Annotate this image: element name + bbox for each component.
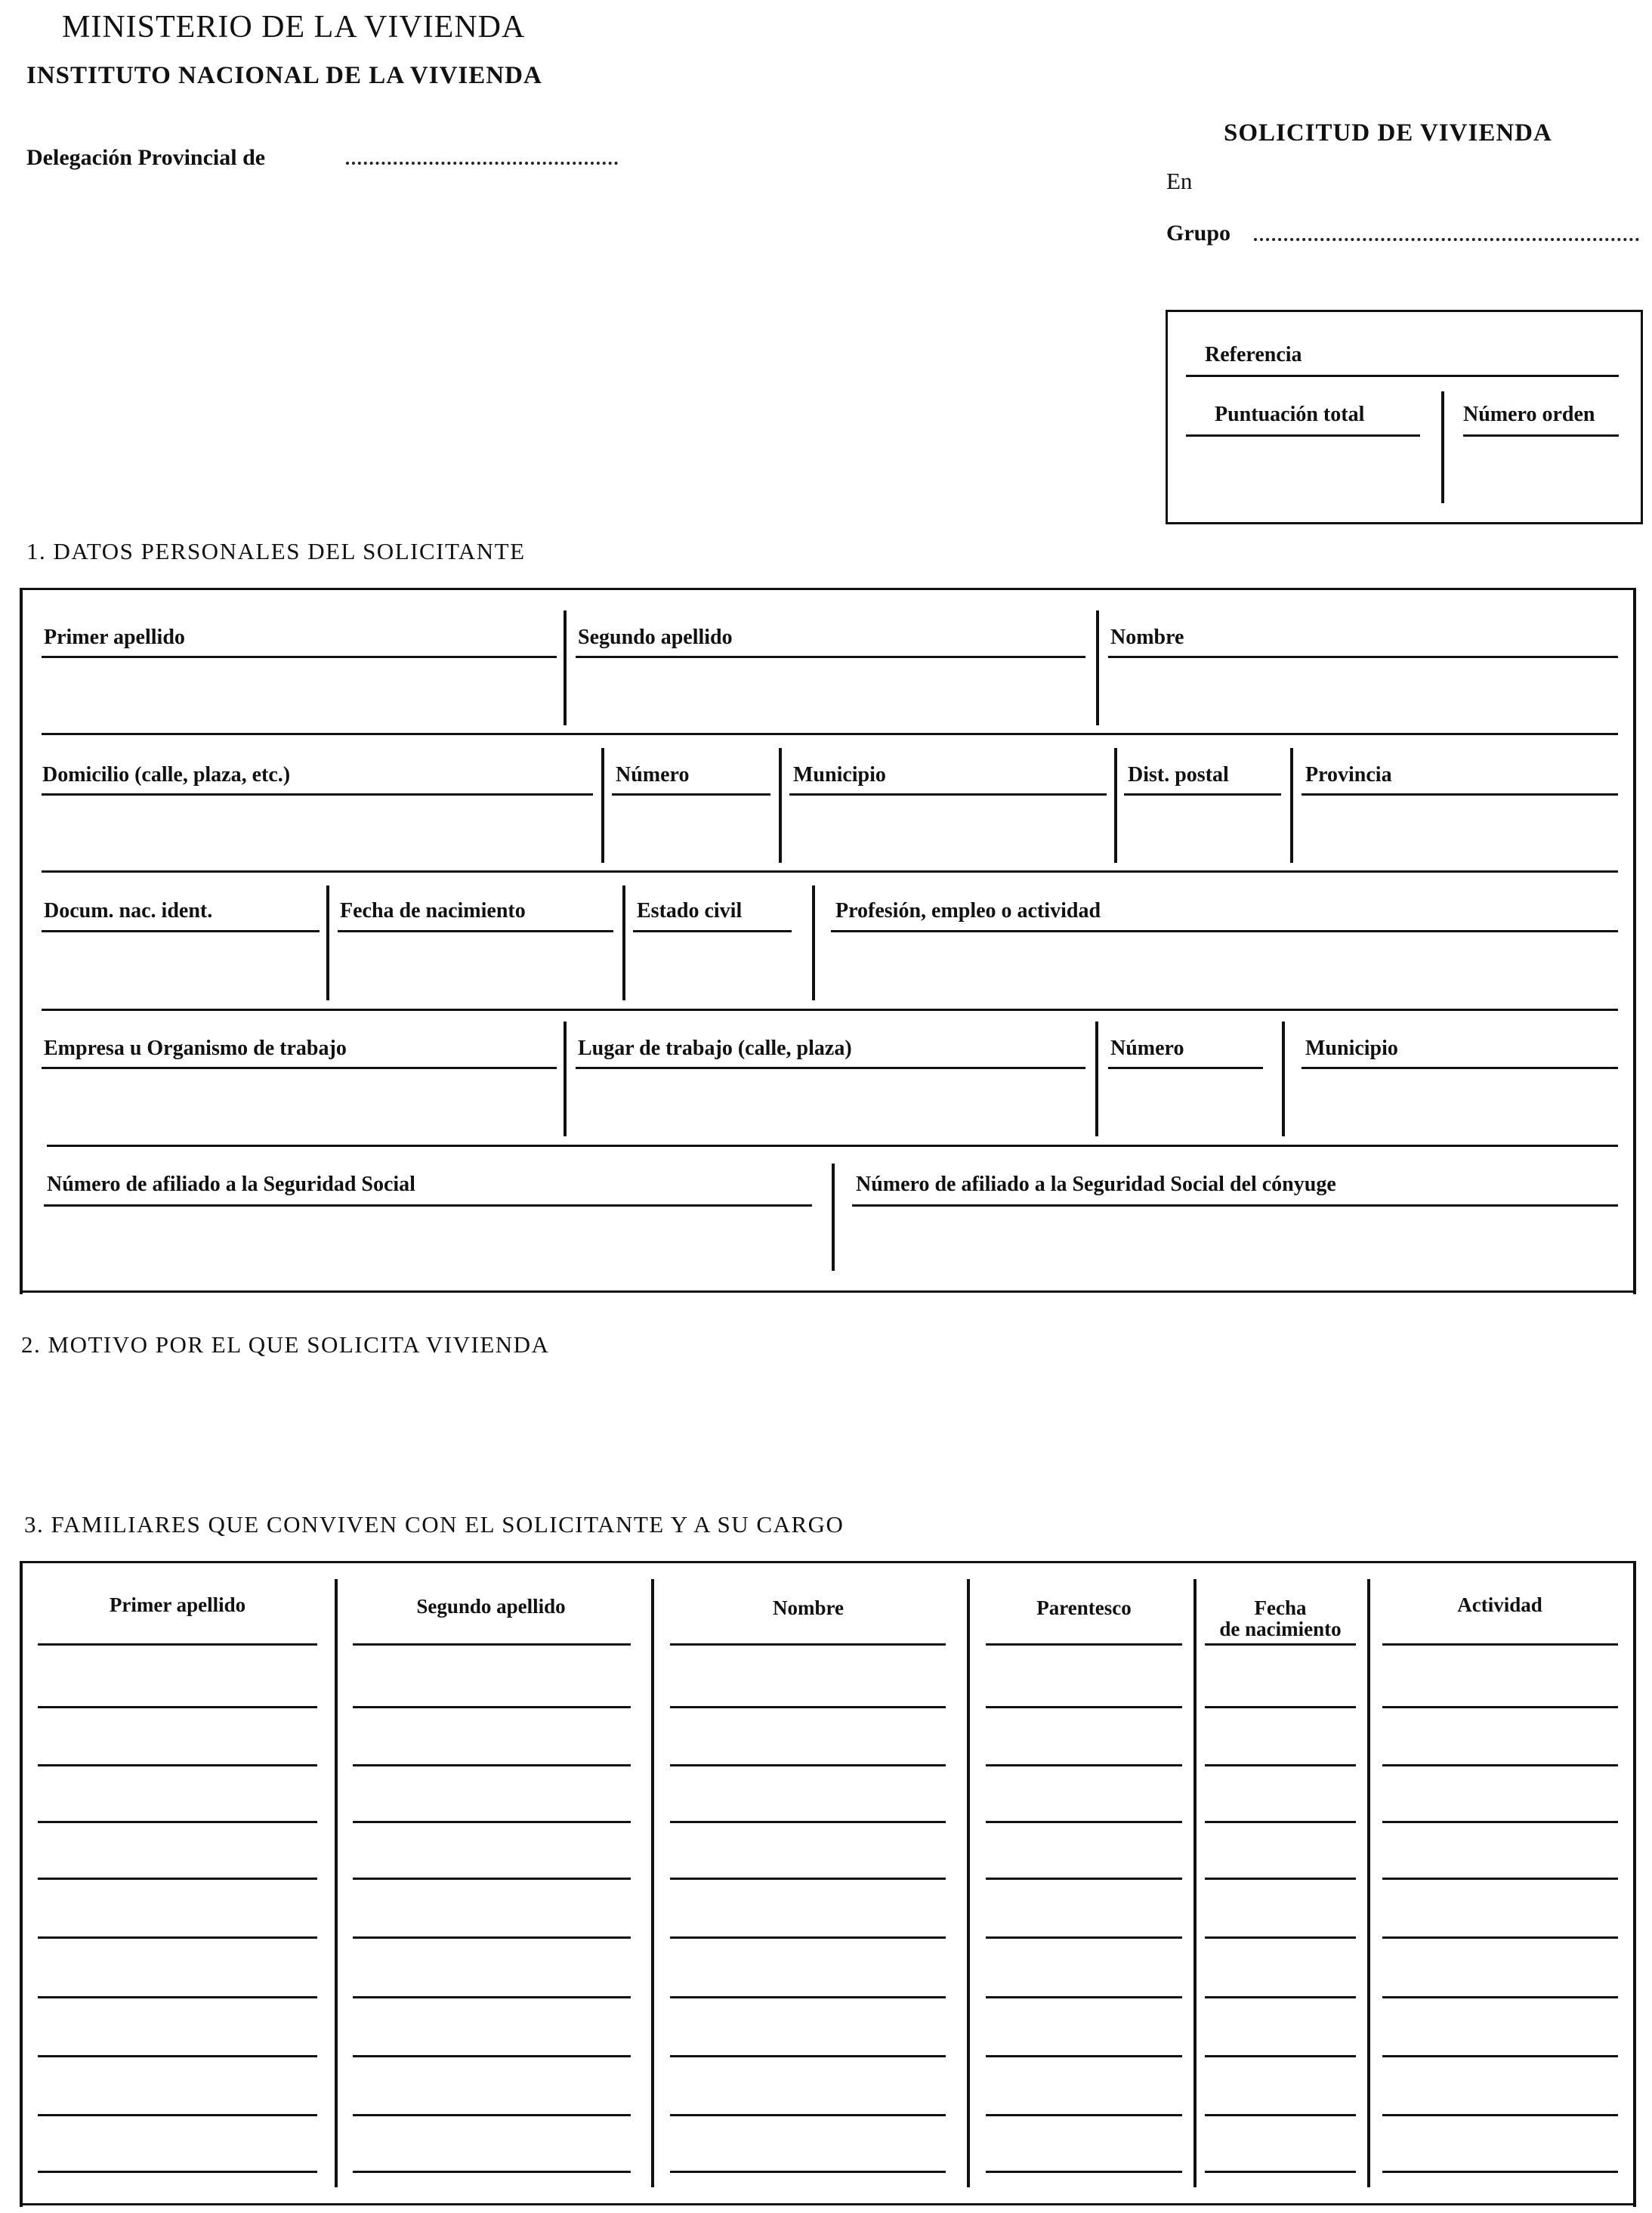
numero-trabajo-label: Número xyxy=(1110,1037,1184,1060)
municipio-trabajo-label: Municipio xyxy=(1305,1037,1398,1060)
referencia-label: Referencia xyxy=(1205,343,1302,366)
familiar-row-7-line-6[interactable] xyxy=(1382,1996,1618,1998)
familiar-row-6-line-5[interactable] xyxy=(1205,1936,1356,1939)
grupo-label: Grupo xyxy=(1166,221,1231,246)
familiar-row-3-line-6[interactable] xyxy=(1382,1764,1618,1766)
seguridad-social-conyuge-label: Número de afiliado a la Seguridad Social del cónyuge xyxy=(856,1173,1336,1196)
seguridad-social-label: Número de afiliado a la Seguridad Social xyxy=(47,1173,415,1196)
section2-title: 2. MOTIVO POR EL QUE SOLICITA VIVIENDA xyxy=(21,1331,550,1358)
familiar-row-8-line-3[interactable] xyxy=(670,2055,946,2057)
familiar-row-9-line-2[interactable] xyxy=(353,2114,631,2116)
fecha-nacimiento-label: Fecha de nacimiento xyxy=(340,899,526,923)
delegation-field[interactable] xyxy=(346,162,618,165)
col-actividad: Actividad xyxy=(1457,1593,1542,1616)
familiar-row-3-line-4[interactable] xyxy=(986,1764,1182,1766)
primer-apellido-input[interactable] xyxy=(45,672,554,712)
familiar-row-2-line-2[interactable] xyxy=(353,1706,631,1708)
familiar-row-8-line-1[interactable] xyxy=(38,2055,317,2057)
familiar-row-9-line-3[interactable] xyxy=(670,2114,946,2116)
familiar-row-10-line-3[interactable] xyxy=(670,2171,946,2173)
dist-postal-label: Dist. postal xyxy=(1128,763,1229,787)
familiar-row-8-line-5[interactable] xyxy=(1205,2055,1356,2057)
familiar-row-9-line-4[interactable] xyxy=(986,2114,1182,2116)
col-fecha-line2: de nacimiento xyxy=(1219,1618,1342,1640)
profesion-label: Profesión, empleo o actividad xyxy=(835,899,1101,923)
familiar-row-3-line-3[interactable] xyxy=(670,1764,946,1766)
familiar-row-4-line-4[interactable] xyxy=(986,1821,1182,1823)
familiar-row-9-line-5[interactable] xyxy=(1205,2114,1356,2116)
institute-title: INSTITUTO NACIONAL DE LA VIVIENDA xyxy=(26,62,542,89)
familiar-row-2-line-5[interactable] xyxy=(1205,1706,1356,1708)
familiar-row-7-line-1[interactable] xyxy=(38,1996,317,1998)
col-parentesco: Parentesco xyxy=(1036,1596,1132,1619)
familiar-row-7-line-3[interactable] xyxy=(670,1996,946,1998)
familiar-row-10-line-2[interactable] xyxy=(353,2171,631,2173)
nombre-input[interactable] xyxy=(1110,672,1620,712)
lugar-trabajo-label: Lugar de trabajo (calle, plaza) xyxy=(578,1037,852,1060)
familiar-row-5-line-1[interactable] xyxy=(38,1878,317,1880)
familiar-row-9-line-6[interactable] xyxy=(1382,2114,1618,2116)
familiar-row-7-line-2[interactable] xyxy=(353,1996,631,1998)
form-title: SOLICITUD DE VIVIENDA xyxy=(1224,119,1552,147)
col-primer-apellido: Primer apellido xyxy=(109,1593,246,1616)
grupo-field[interactable] xyxy=(1254,238,1639,241)
familiar-row-4-line-5[interactable] xyxy=(1205,1821,1356,1823)
numero-orden-label: Número orden xyxy=(1463,403,1595,426)
numero-label: Número xyxy=(616,763,690,787)
familiar-row-9-line-1[interactable] xyxy=(38,2114,317,2116)
col-segundo-apellido: Segundo apellido xyxy=(416,1595,566,1618)
dni-label: Docum. nac. ident. xyxy=(44,899,213,923)
familiar-row-5-line-6[interactable] xyxy=(1382,1878,1618,1880)
familiar-row-4-line-3[interactable] xyxy=(670,1821,946,1823)
familiar-row-6-line-6[interactable] xyxy=(1382,1936,1618,1939)
familiar-row-1-line-5[interactable] xyxy=(1205,1643,1356,1646)
familiar-row-6-line-1[interactable] xyxy=(38,1936,317,1939)
section3-title: 3. FAMILIARES QUE CONVIVEN CON EL SOLICITANTE Y A SU CARGO xyxy=(24,1511,845,1538)
familiar-row-4-line-2[interactable] xyxy=(353,1821,631,1823)
familiar-row-5-line-4[interactable] xyxy=(986,1878,1182,1880)
familiar-row-8-line-2[interactable] xyxy=(353,2055,631,2057)
primer-apellido-label: Primer apellido xyxy=(44,626,185,649)
familiar-row-1-line-2[interactable] xyxy=(353,1643,631,1646)
section1-title: 1. DATOS PERSONALES DEL SOLICITANTE xyxy=(26,538,526,564)
domicilio-label: Domicilio (calle, plaza, etc.) xyxy=(42,763,291,787)
segundo-apellido-label: Segundo apellido xyxy=(578,626,733,649)
familiar-row-3-line-5[interactable] xyxy=(1205,1764,1356,1766)
provincia-label: Provincia xyxy=(1305,763,1392,787)
familiar-row-6-line-3[interactable] xyxy=(670,1936,946,1939)
familiar-row-5-line-3[interactable] xyxy=(670,1878,946,1880)
col-fecha-line1: Fecha xyxy=(1254,1596,1307,1619)
empresa-label: Empresa u Organismo de trabajo xyxy=(44,1037,347,1060)
familiar-row-1-line-6[interactable] xyxy=(1382,1643,1618,1646)
municipio-label: Municipio xyxy=(793,763,886,787)
familiar-row-2-line-3[interactable] xyxy=(670,1706,946,1708)
familiar-row-1-line-4[interactable] xyxy=(986,1643,1182,1646)
familiar-row-7-line-4[interactable] xyxy=(986,1996,1182,1998)
segundo-apellido-input[interactable] xyxy=(578,672,1087,712)
familiar-row-1-line-1[interactable] xyxy=(38,1643,317,1646)
col-fecha xyxy=(1201,1597,1360,1640)
familiar-row-8-line-4[interactable] xyxy=(986,2055,1182,2057)
col-nombre: Nombre xyxy=(773,1596,844,1619)
familiar-row-10-line-6[interactable] xyxy=(1382,2171,1618,2173)
familiar-row-7-line-5[interactable] xyxy=(1205,1996,1356,1998)
familiar-row-5-line-2[interactable] xyxy=(353,1878,631,1880)
estado-civil-label: Estado civil xyxy=(637,899,743,923)
delegation-label: Delegación Provincial de xyxy=(26,145,266,170)
familiar-row-10-line-1[interactable] xyxy=(38,2171,317,2173)
ministry-title: MINISTERIO DE LA VIVIENDA xyxy=(62,10,526,45)
familiar-row-3-line-2[interactable] xyxy=(353,1764,631,1766)
familiar-row-10-line-5[interactable] xyxy=(1205,2171,1356,2173)
familiar-row-5-line-5[interactable] xyxy=(1205,1878,1356,1880)
familiar-row-3-line-1[interactable] xyxy=(38,1764,317,1766)
familiar-row-6-line-2[interactable] xyxy=(353,1936,631,1939)
puntuacion-label: Puntuación total xyxy=(1215,403,1365,426)
familiar-row-2-line-4[interactable] xyxy=(986,1706,1182,1708)
familiar-row-1-line-3[interactable] xyxy=(670,1643,946,1646)
familiar-row-8-line-6[interactable] xyxy=(1382,2055,1618,2057)
familiar-row-6-line-4[interactable] xyxy=(986,1936,1182,1939)
familiar-row-4-line-6[interactable] xyxy=(1382,1821,1618,1823)
familiar-row-4-line-1[interactable] xyxy=(38,1821,317,1823)
familiar-row-2-line-1[interactable] xyxy=(38,1706,317,1708)
motivo-textarea[interactable] xyxy=(21,1371,1633,1503)
en-label: En xyxy=(1166,168,1193,194)
familiar-row-10-line-4[interactable] xyxy=(986,2171,1182,2173)
familiar-row-2-line-6[interactable] xyxy=(1382,1706,1618,1708)
nombre-label: Nombre xyxy=(1110,626,1184,649)
